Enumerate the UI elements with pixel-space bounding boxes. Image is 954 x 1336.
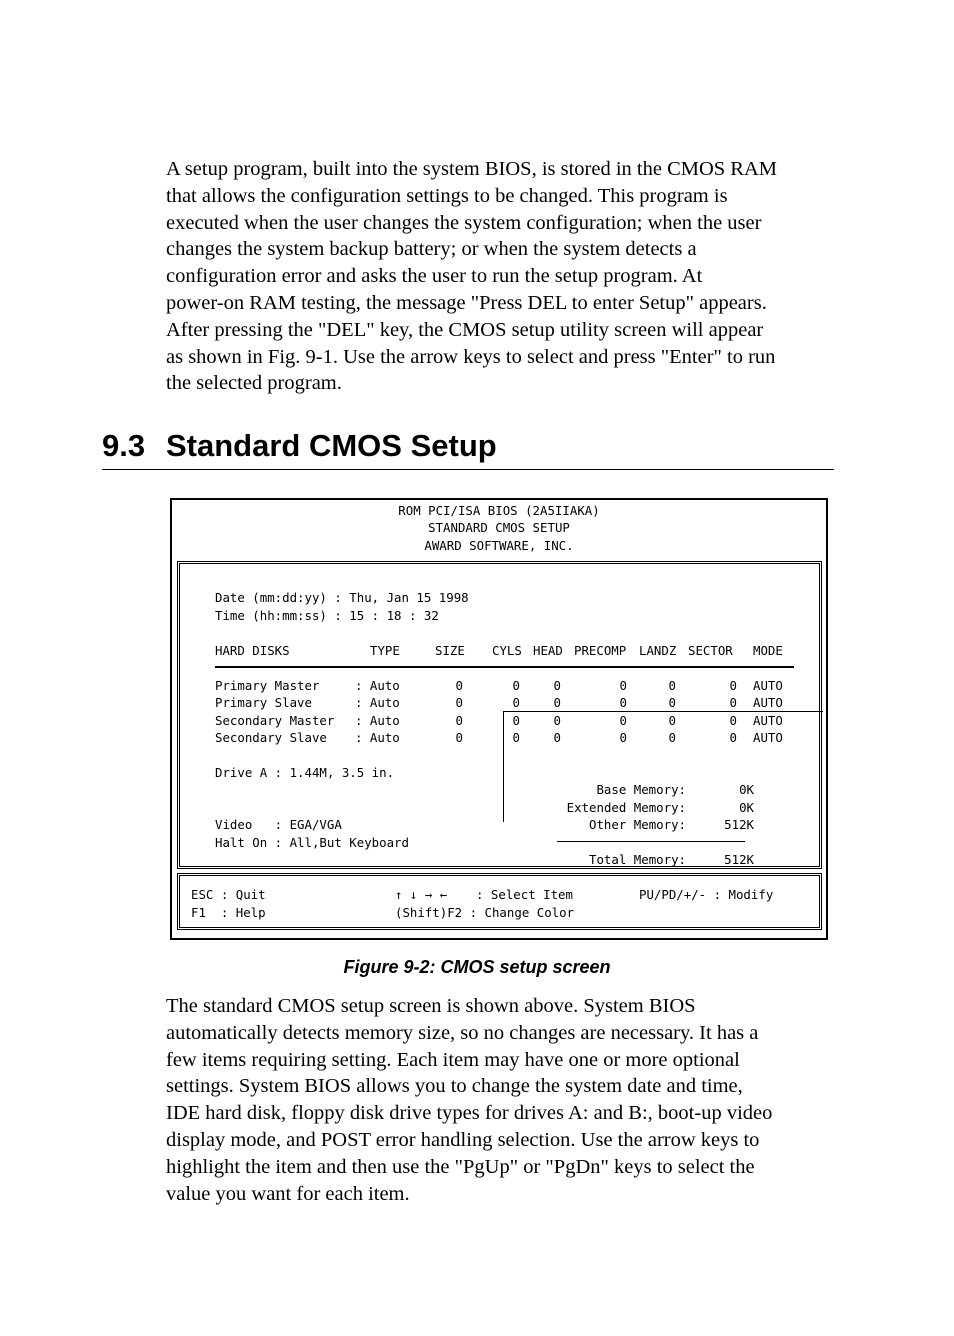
f1-help-hint: F1 : Help	[191, 905, 266, 920]
section-title: Standard CMOS Setup	[166, 428, 497, 463]
drive-a-field[interactable]: Drive A : 1.44M, 3.5 in.	[215, 765, 395, 780]
change-color-hint: (Shift)F2 : Change Color	[395, 905, 575, 920]
col-head: HEAD	[533, 643, 563, 658]
disk-name: Secondary Master	[215, 713, 335, 728]
modify-hint: PU/PD/+/- : Modify	[639, 887, 774, 902]
disk-size: 0	[455, 678, 463, 693]
time-field[interactable]: Time (hh:mm:ss) : 15 : 18 : 32	[215, 608, 439, 623]
disk-head: 0	[553, 713, 561, 728]
extended-memory-value: 0K	[739, 800, 754, 815]
arrow-keys-icon: ↑ ↓ → ←	[395, 887, 448, 902]
disk-precomp: 0	[619, 713, 627, 728]
disk-head: 0	[553, 695, 561, 710]
disk-head: 0	[553, 730, 561, 745]
col-landz: LANDZ	[639, 643, 677, 658]
date-field[interactable]: Date (mm:dd:yy) : Thu, Jan 15 1998	[215, 590, 469, 605]
col-cyls: CYLS	[492, 643, 522, 658]
bios-title: ROM PCI/ISA BIOS (2A5IIAKA)	[398, 503, 600, 518]
disk-landz: 0	[668, 730, 676, 745]
disk-cyls: 0	[512, 695, 520, 710]
select-item-hint: : Select Item	[476, 887, 573, 902]
body-paragraph: The standard CMOS setup screen is shown above. System BIOS automatically detects memory size, so no changes are necessary. It has a few items requiring setting. Each item may have one or more optional settings. System BIOS allows you to change the system date and time, IDE hard disk, floppy disk drive types for drives A: and B:, boot-up video display mode, and POST error handling selection. Use the arrow keys to highlight the item and then use the "PgUp" or "PgDn" keys to select the value you want for each item.	[166, 995, 773, 1205]
disk-precomp: 0	[619, 730, 627, 745]
disk-sector: 0	[729, 695, 737, 710]
disk-type: : Auto	[355, 678, 400, 693]
disk-landz: 0	[668, 678, 676, 693]
video-field[interactable]: Video : EGA/VGA	[215, 817, 342, 832]
disk-type: : Auto	[355, 730, 400, 745]
col-size: SIZE	[435, 643, 465, 658]
disk-landz: 0	[668, 713, 676, 728]
other-memory-value: 512K	[724, 817, 754, 832]
disk-sector: 0	[729, 678, 737, 693]
col-mode: MODE	[753, 643, 783, 658]
section-heading	[102, 428, 834, 470]
section-number: 9.3	[102, 428, 146, 463]
disk-size: 0	[455, 713, 463, 728]
disk-cyls: 0	[512, 713, 520, 728]
base-memory-value: 0K	[739, 782, 754, 797]
disk-name: Primary Master	[215, 678, 320, 693]
memory-divider	[557, 841, 745, 842]
disk-size: 0	[455, 730, 463, 745]
cmos-setup-screen	[170, 498, 828, 940]
disk-mode: AUTO	[753, 730, 783, 745]
total-memory-value: 512K	[724, 852, 754, 867]
disk-mode: AUTO	[753, 678, 783, 693]
disk-precomp: 0	[619, 695, 627, 710]
disk-mode: AUTO	[753, 713, 783, 728]
bios-subtitle: STANDARD CMOS SETUP	[428, 520, 570, 535]
disk-head: 0	[553, 678, 561, 693]
disk-name: Primary Slave	[215, 695, 312, 710]
disk-sector: 0	[729, 730, 737, 745]
disk-cyls: 0	[512, 730, 520, 745]
col-precomp: PRECOMP	[574, 643, 627, 658]
extended-memory-label: Extended Memory:	[566, 800, 686, 815]
disk-mode: AUTO	[753, 695, 783, 710]
disk-name: Secondary Slave	[215, 730, 327, 745]
bios-vendor: AWARD SOFTWARE, INC.	[424, 538, 574, 553]
col-hard-disks: HARD DISKS	[215, 643, 290, 658]
disk-type: : Auto	[355, 695, 400, 710]
disk-precomp: 0	[619, 678, 627, 693]
total-memory-label: Total Memory:	[589, 852, 686, 867]
disk-landz: 0	[668, 695, 676, 710]
halt-on-field[interactable]: Halt On : All,But Keyboard	[215, 835, 409, 850]
disk-type: : Auto	[355, 713, 400, 728]
base-memory-label: Base Memory:	[596, 782, 686, 797]
disk-sector: 0	[729, 713, 737, 728]
col-type: TYPE	[370, 643, 400, 658]
disk-cyls: 0	[512, 678, 520, 693]
table-divider	[215, 666, 794, 668]
disk-size: 0	[455, 695, 463, 710]
other-memory-label: Other Memory:	[589, 817, 686, 832]
intro-paragraph: A setup program, built into the system BIOS, is stored in the CMOS RAM that allows the configuration settings to be changed. This program is executed when the user changes the system configuration; when the user changes the system backup battery; or when the system detects a configuration error and asks the user to run the setup program. At power-on RAM testing, the message "Press DEL to enter Setup" appears. After pressing the "DEL" key, the CMOS setup utility screen will appear as shown in Fig. 9-1. Use the arrow keys to select and press "Enter" to run the selected program.	[166, 158, 778, 395]
figure-caption: Figure 9-2: CMOS setup screen	[343, 957, 611, 977]
esc-quit-hint: ESC : Quit	[191, 887, 266, 902]
col-sector: SECTOR	[688, 643, 733, 658]
